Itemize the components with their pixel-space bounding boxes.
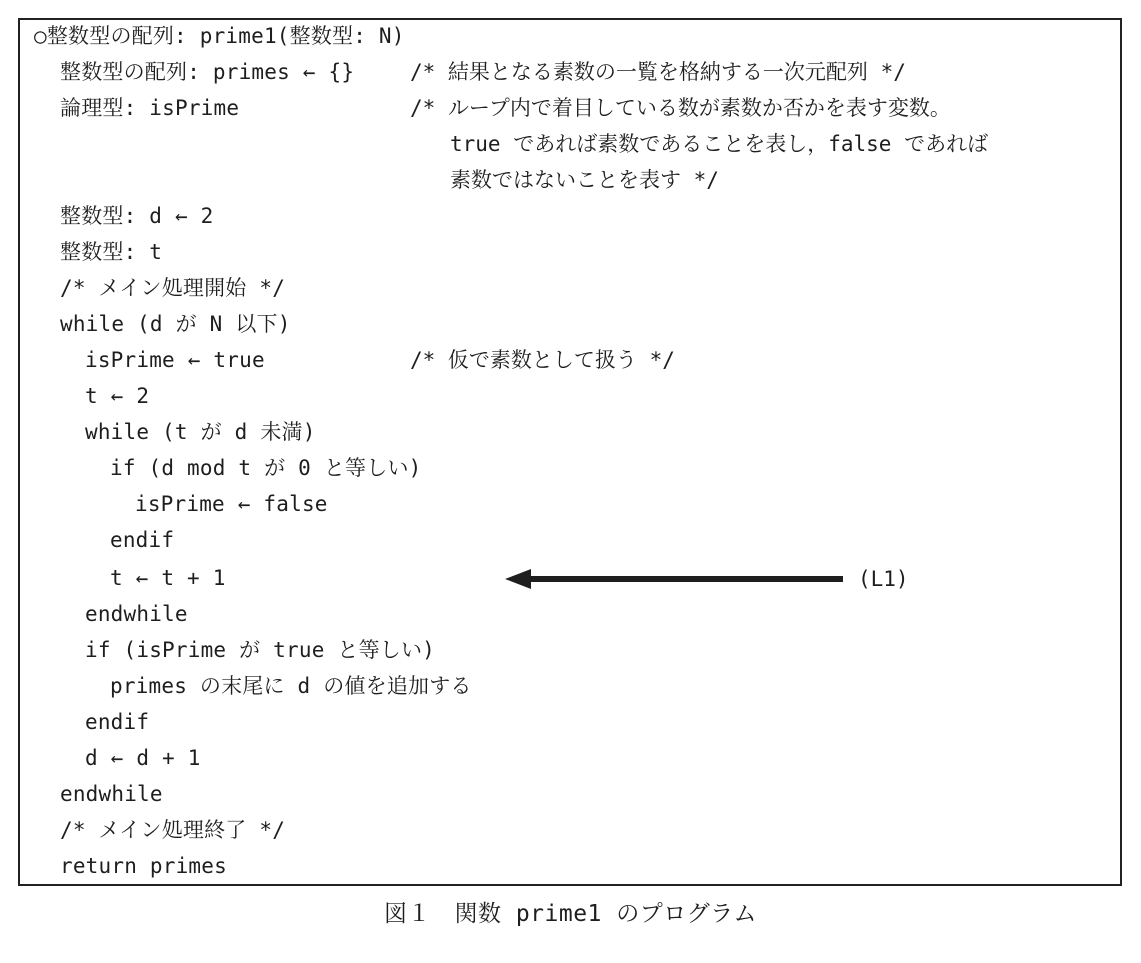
increment-t: t ← t + 1 (110, 566, 226, 590)
increment-d: d ← d + 1 (85, 746, 201, 770)
function-signature: ○整数型の配列: prime1(整数型: N) (34, 24, 405, 48)
assign-isprime-false: isPrime ← false (135, 492, 328, 516)
if-isprime: if (isPrime が true と等しい) (85, 638, 436, 662)
arrow-l1-icon (505, 565, 845, 593)
assign-isprime-true: isPrime ← true (85, 348, 265, 372)
comment-main-end: /* メイン処理終了 */ (60, 818, 286, 842)
while-outer: while (d が N 以下) (60, 312, 291, 336)
comment-isprime-line-2: true であれば素数であることを表し，false であれば (450, 132, 989, 156)
comment-main-start: /* メイン処理開始 */ (60, 276, 286, 300)
comment-isprime-line-3: 素数ではないことを表す */ (450, 168, 719, 192)
while-inner: while (t が d 未満) (85, 420, 316, 444)
if-mod: if (d mod t が 0 と等しい) (110, 456, 422, 480)
return-statement: return primes (60, 854, 227, 878)
declaration-d: 整数型: d ← 2 (60, 204, 214, 228)
l1-label: (L1) (858, 567, 909, 591)
endif-outer: endif (85, 710, 150, 734)
comment-isprime-line-1: /* ループ内で着目している数が素数か否かを表す変数。 (410, 96, 951, 120)
assign-t: t ← 2 (85, 384, 150, 408)
endif-inner: endif (110, 528, 175, 552)
comment-isprime-true: /* 仮で素数として扱う */ (410, 348, 675, 372)
comment-primes: /* 結果となる素数の一覧を格納する一次元配列 */ (410, 60, 906, 84)
declaration-t: 整数型: t (60, 240, 163, 264)
declaration-isprime: 論理型: isPrime (60, 96, 240, 120)
append-primes: primes の末尾に d の値を追加する (110, 674, 472, 698)
endwhile-outer: endwhile (60, 782, 163, 806)
figure-caption: 図１ 関数 prime1 のプログラム (383, 901, 758, 927)
declaration-primes: 整数型の配列: primes ← {} (60, 60, 355, 84)
endwhile-inner: endwhile (85, 602, 188, 626)
